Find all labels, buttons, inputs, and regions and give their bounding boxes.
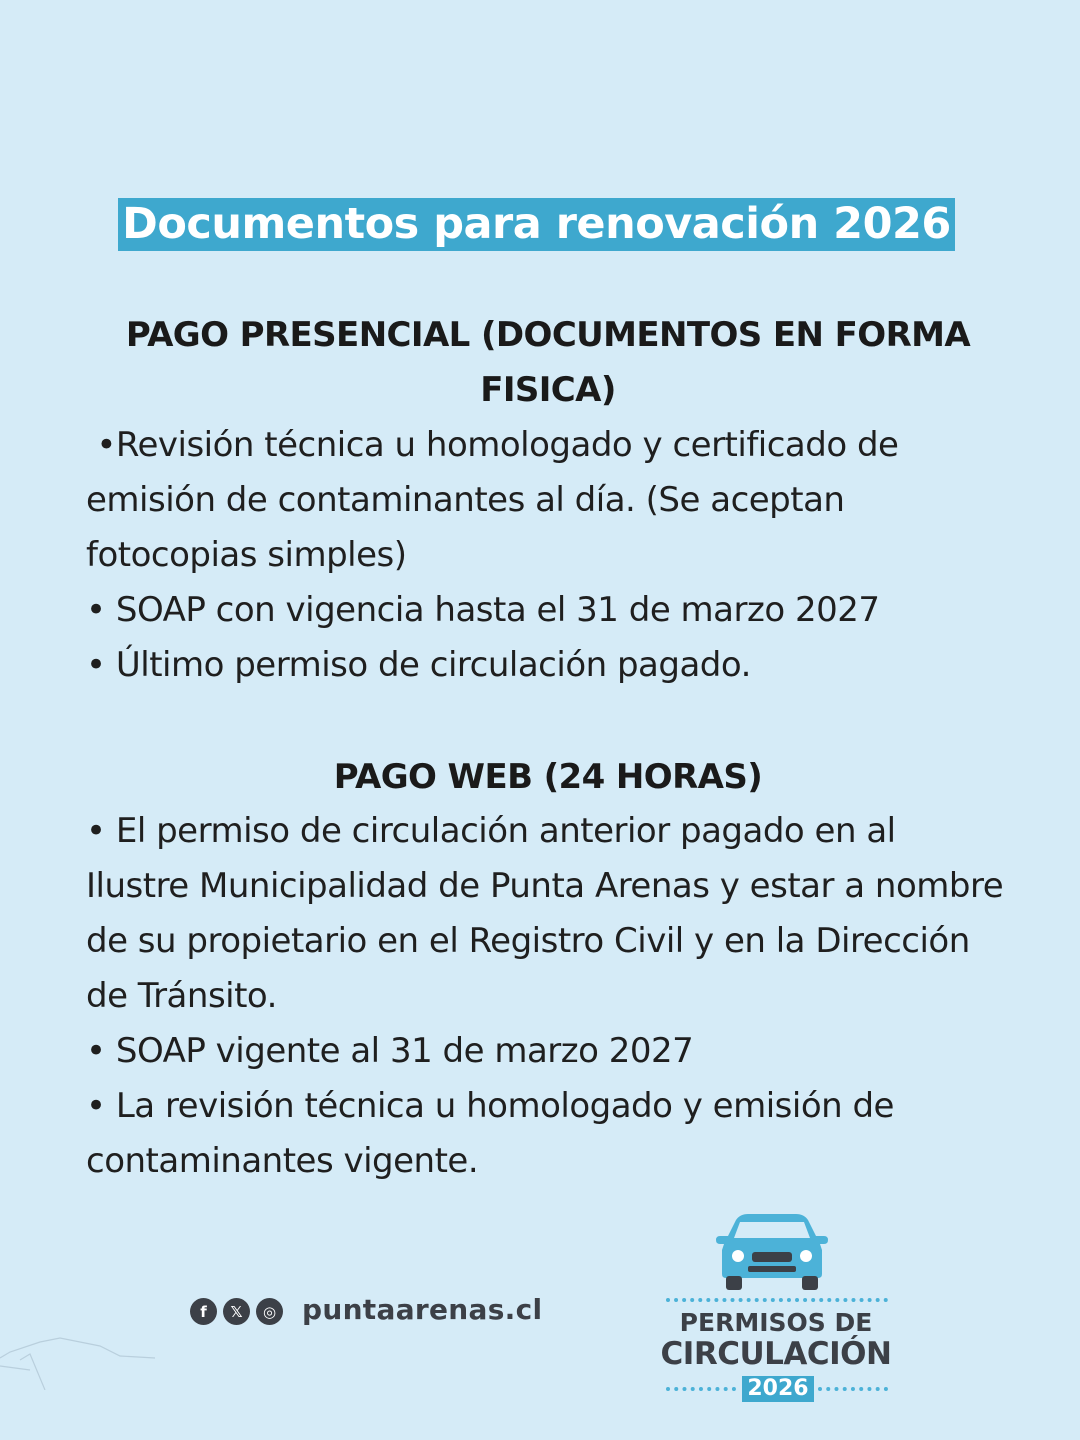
instagram-icon[interactable]: ◎: [256, 1298, 283, 1325]
logo-dotted-divider: [666, 1387, 736, 1391]
logo-dotted-divider: [666, 1298, 888, 1306]
section-heading-presencial-line2: FISICA): [480, 370, 616, 410]
social-icons: [190, 1298, 283, 1325]
web-requirements-list: [86, 804, 1006, 1189]
x-icon[interactable]: 𝕏: [223, 1298, 250, 1325]
section-heading-presencial: [90, 308, 1006, 418]
logo-dotted-divider: [818, 1387, 888, 1391]
logo-line1: PERMISOS DE: [679, 1308, 873, 1337]
list-item: • Último permiso de circulación pagado.: [86, 645, 751, 685]
presencial-requirements-list: [86, 418, 1006, 693]
section-heading-presencial-line1: PAGO PRESENCIAL (DOCUMENTOS EN FORMA: [125, 315, 971, 355]
logo-year: 2026: [742, 1376, 814, 1402]
section-heading-web: PAGO WEB (24 HORAS): [333, 757, 763, 797]
website-link[interactable]: puntaarenas.cl: [302, 1293, 543, 1326]
permisos-logo: [660, 1212, 892, 1412]
facebook-icon[interactable]: f: [190, 1298, 217, 1325]
car-icon: [712, 1212, 832, 1292]
logo-line2: CIRCULACIÓN: [660, 1336, 892, 1372]
page-title: Documentos para renovación 2026: [122, 199, 951, 249]
list-item: •Revisión técnica u homologado y certificado de emisión de contaminantes al día. (Se aceptan fotocopias simples): [86, 425, 909, 575]
logo-year-row: [666, 1376, 888, 1402]
list-item: • SOAP vigente al 31 de marzo 2027: [86, 1031, 694, 1071]
list-item: • SOAP con vigencia hasta el 31 de marzo 2027: [86, 590, 880, 630]
list-item: • El permiso de circulación anterior pagado en al Ilustre Municipalidad de Punta Arenas y estar a nombre de su propietario en el Registro Civil y en la Dirección de Tránsito.: [86, 811, 1004, 1016]
list-item: • La revisión técnica u homologado y emisión de contaminantes vigente.: [86, 1086, 894, 1181]
mountain-outline-decoration: [0, 1330, 170, 1390]
